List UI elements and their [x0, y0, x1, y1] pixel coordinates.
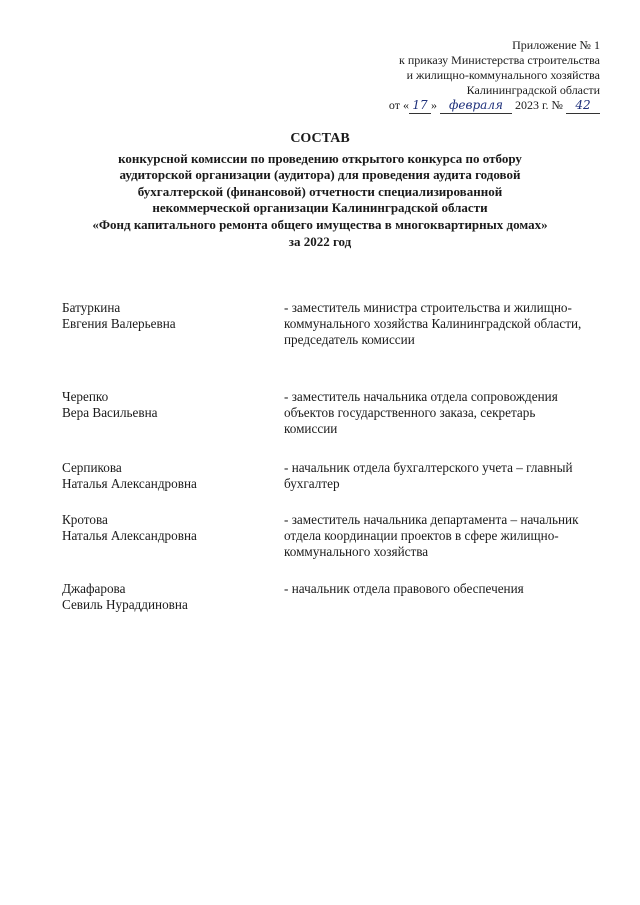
date-prefix: от «	[388, 98, 409, 112]
member-role: - начальник отдела бухгалтерского учета – главный бухгалтер	[284, 460, 573, 491]
appendix-date-line	[389, 98, 600, 114]
date-mid: »	[430, 98, 437, 112]
member-surname: Черепко	[62, 389, 109, 404]
member-given-name: Севиль Нураддиновна	[62, 597, 188, 612]
appendix-ministry-line: и жилищно-коммунального хозяйства	[406, 68, 600, 82]
member-name	[62, 512, 272, 544]
title-line: за 2022 год	[288, 233, 352, 249]
title-heading: СОСТАВ	[290, 131, 350, 146]
title-line: «Фонд капитального ремонта общего имущества в многоквартирных домах»	[92, 216, 548, 232]
appendix-block	[389, 38, 600, 114]
appendix-region-line: Калининградской области	[466, 83, 600, 97]
title-line: бухгалтерской (финансовой) отчетности специализированной	[137, 183, 503, 199]
appendix-order-line: к приказу Министерства строительства	[399, 53, 600, 67]
member-given-name: Наталья Александровна	[62, 528, 197, 543]
appendix-number: Приложение № 1	[512, 38, 600, 52]
member-role: - заместитель начальника департамента – начальник отдела координации проектов в сфере жилищно-коммунального хозяйства	[284, 512, 579, 559]
title-line: конкурсной комиссии по проведению открытого конкурса по отбору	[118, 150, 522, 166]
member-surname: Джафарова	[62, 581, 126, 596]
member-surname: Кротова	[62, 512, 108, 527]
member-surname: Батуркина	[62, 300, 121, 315]
title-line: некоммерческой организации Калининградской области	[152, 200, 488, 216]
member-name	[62, 460, 272, 492]
date-year-text: 2023 г. №	[514, 98, 563, 112]
handwritten-day: 17	[409, 98, 431, 114]
member-given-name: Вера Васильевна	[62, 405, 158, 420]
member-role: - заместитель министра строительства и жилищно-коммунального хозяйства Калининградской области, председатель комиссии	[284, 300, 582, 347]
member-name	[62, 389, 272, 421]
handwritten-month: февраля	[440, 98, 512, 114]
member-given-name: Евгения Валерьевна	[62, 316, 176, 331]
member-role: - начальник отдела правового обеспечения	[284, 581, 524, 596]
member-role: - заместитель начальника отдела сопровождения объектов государственного заказа, секретарь комиссии	[284, 389, 558, 436]
member-given-name: Наталья Александровна	[62, 476, 197, 491]
title-line: аудиторской организации (аудитора) для проведения аудита годовой	[119, 167, 521, 183]
member-name	[62, 581, 272, 613]
member-surname: Серпикова	[62, 460, 122, 475]
document-title	[40, 131, 600, 250]
handwritten-order-number: 42	[566, 98, 600, 114]
member-name	[62, 300, 272, 332]
